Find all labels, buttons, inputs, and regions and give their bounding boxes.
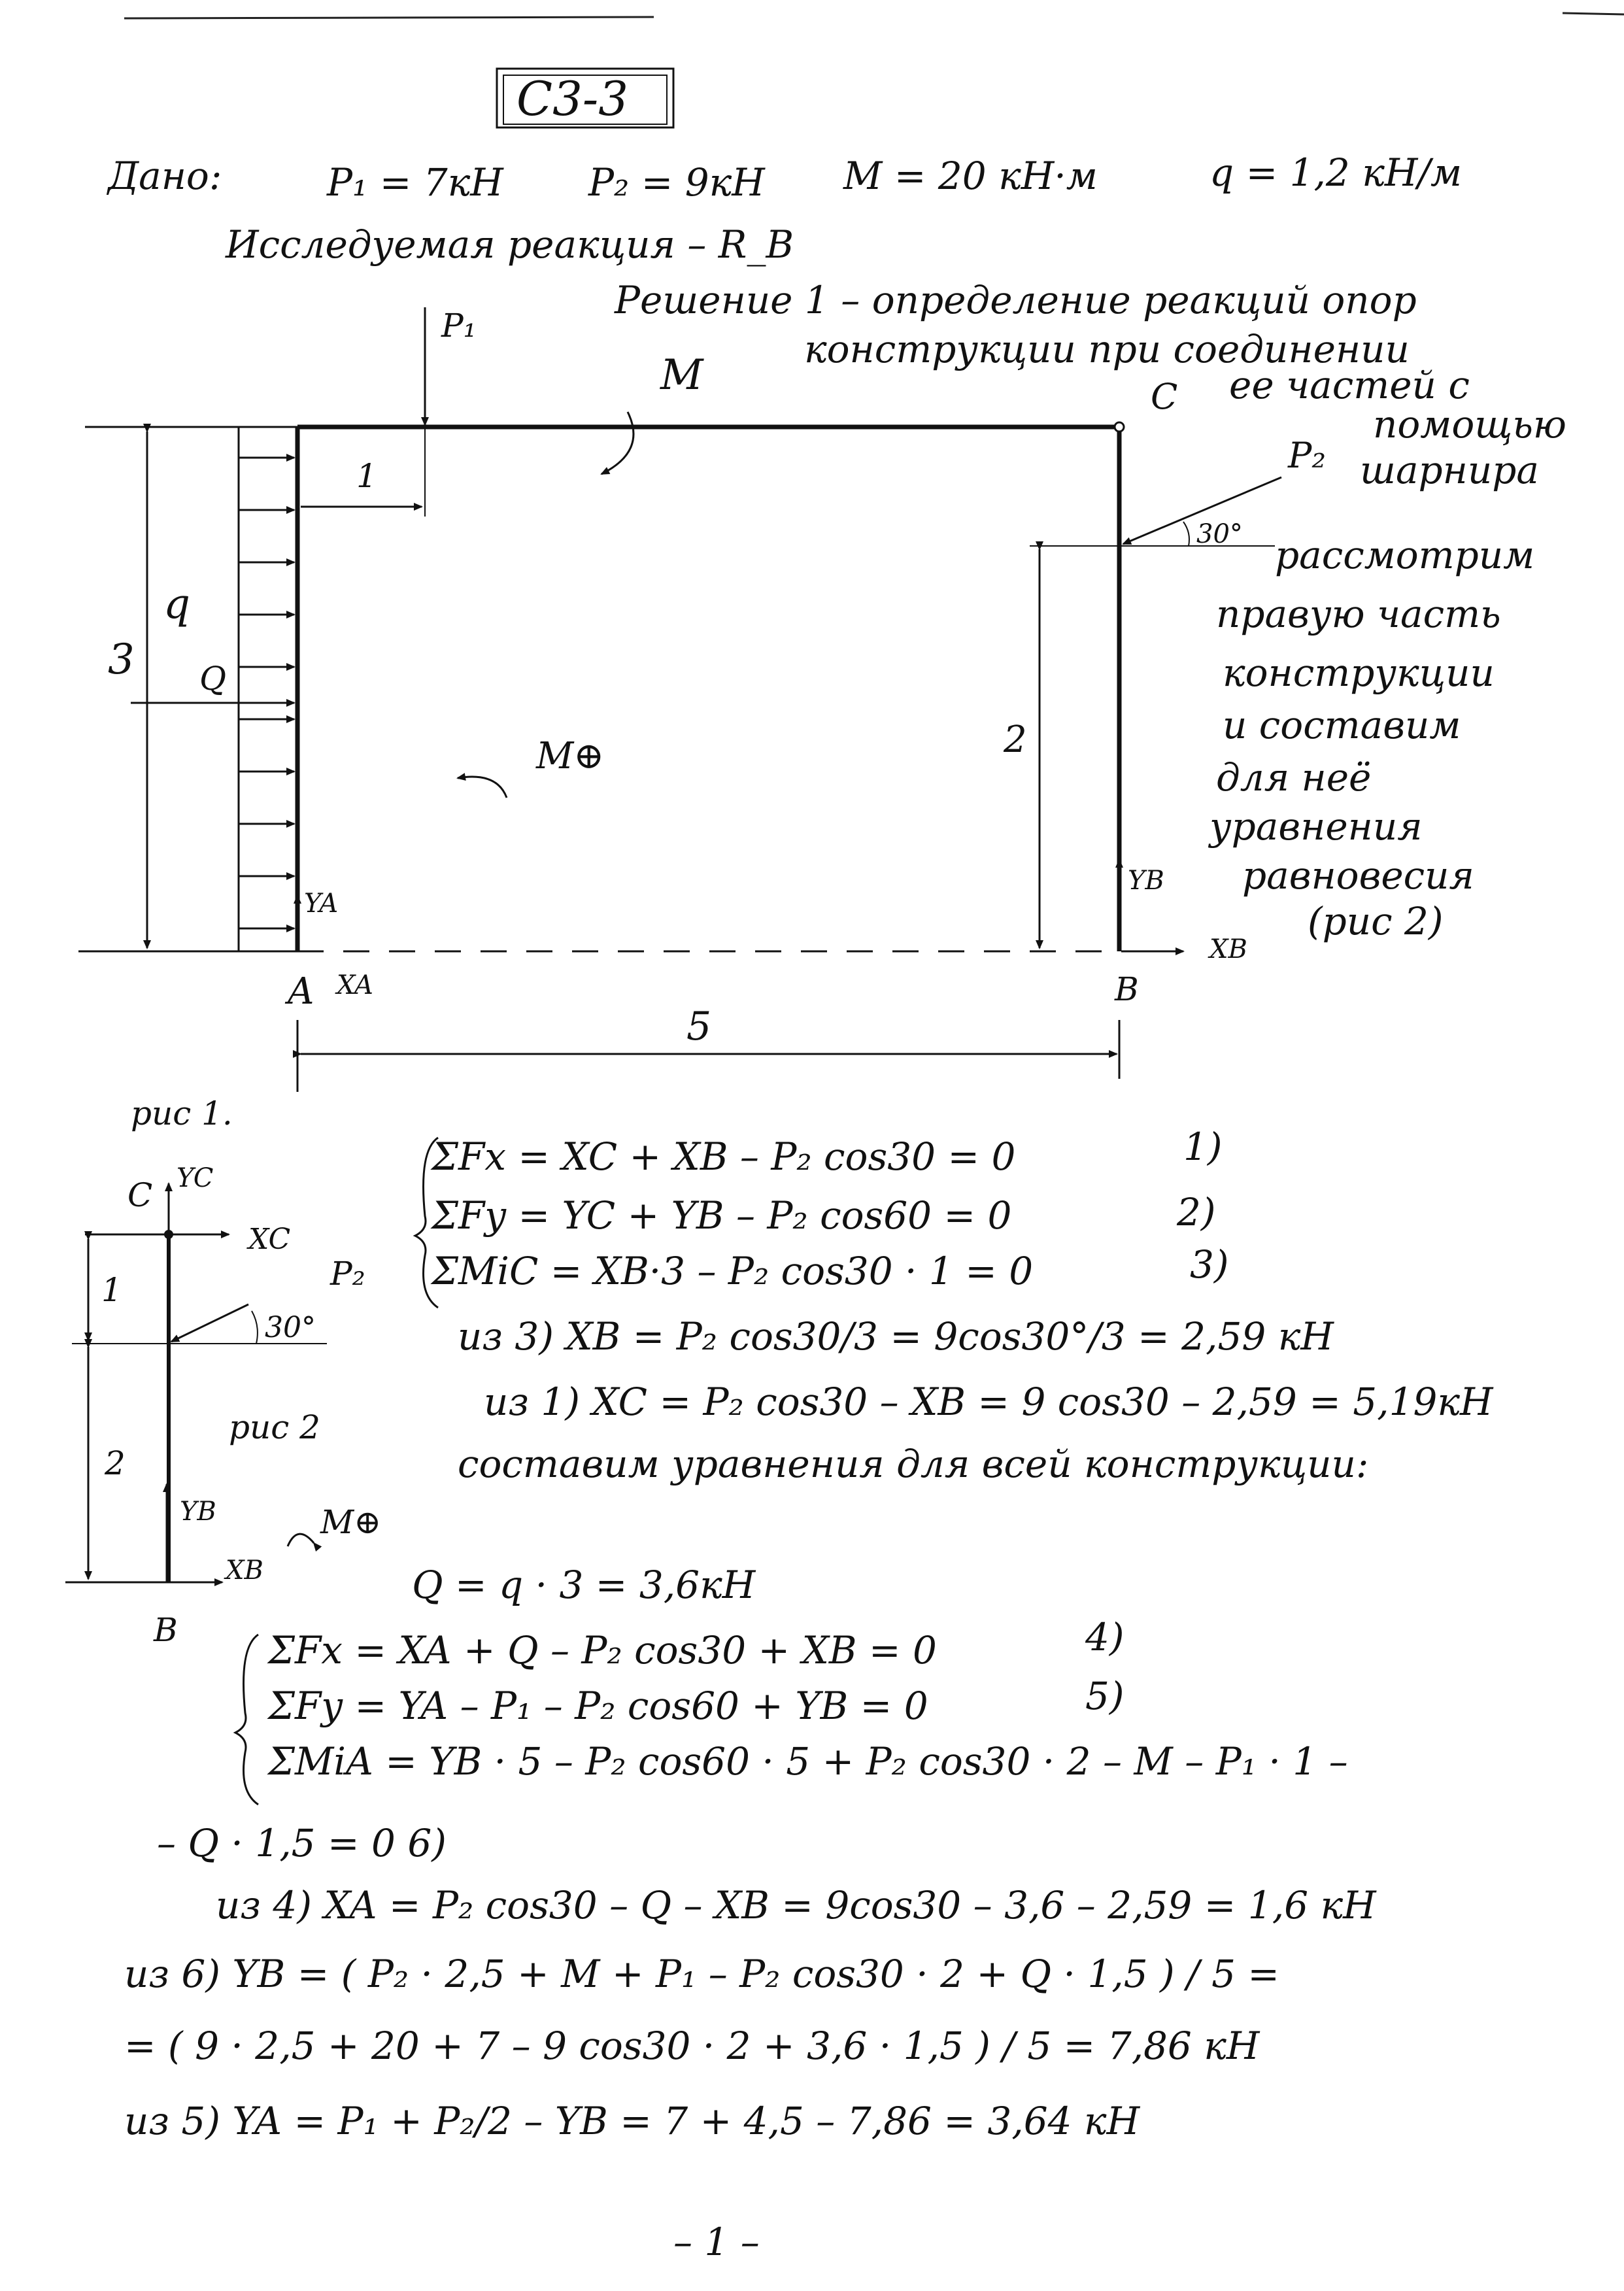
equation-6-continued: – Q · 1,5 = 0 6) — [157, 1821, 447, 1865]
solution-note-line4: помощью — [1373, 402, 1566, 447]
label-p2: P₂ — [1288, 435, 1326, 476]
fig2-label-b: B — [154, 1611, 178, 1649]
solution-note-line3: ее частей с — [1229, 363, 1470, 407]
consider-note-5: уравнения — [1210, 804, 1423, 849]
label-ya: YA — [304, 889, 339, 919]
label-dim1: 1 — [356, 457, 377, 495]
yb-from-6-line2: = ( 9 · 2,5 + 20 + 7 – 9 cos30 · 2 + 3,6 · 1,5 ) / 5 = 7,86 кН — [124, 2024, 1260, 2068]
consider-note-3: и составим — [1223, 703, 1461, 747]
fig2-label-mplus: M⊕ — [320, 1503, 382, 1541]
label-a: A — [288, 970, 314, 1013]
consider-note-4: для неё — [1216, 755, 1372, 800]
fig2-label-xc: XC — [248, 1223, 291, 1256]
label-angle: 30° — [1196, 519, 1243, 549]
equation-6: ΣMiA = YB · 5 – P₂ cos60 · 5 + P₂ cos30 · 2 – M – P₁ · 1 – — [268, 1739, 1348, 1784]
label-q: q — [163, 580, 190, 628]
fig2-label-angle: 30° — [265, 1311, 316, 1344]
fig2-label-yc: YC — [177, 1163, 214, 1193]
label-b: B — [1115, 970, 1139, 1008]
q-calculation: Q = q · 3 = 3,6кН — [412, 1563, 756, 1607]
fig2-label-dim2: 2 — [105, 1444, 126, 1482]
consider-note-7: (рис 2) — [1308, 899, 1444, 943]
xa-from-4: из 4) XA = P₂ cos30 – Q – XB = 9cos30 – 3,6 – 2,59 = 1,6 кН — [216, 1883, 1376, 1927]
solution-note-line1: Решение 1 – определение реакций опор — [615, 278, 1417, 322]
fig2-label-yb: YB — [180, 1497, 216, 1527]
equation-5: ΣFy = YA – P₁ – P₂ cos60 + YB = 0 — [268, 1684, 928, 1728]
label-Q: Q — [199, 660, 226, 698]
label-yb: YB — [1128, 866, 1164, 896]
equation-1: ΣFx = XC + XB – P₂ cos30 = 0 — [431, 1134, 1016, 1179]
given-p1: P₁ = 7кН — [327, 160, 503, 205]
frame — [297, 422, 1124, 951]
label-c: C — [1151, 376, 1178, 417]
equation-4: ΣFx = XA + Q – P₂ cos30 + XB = 0 — [268, 1628, 937, 1672]
given-p2: P₂ = 9кН — [588, 160, 765, 205]
label-xa: XA — [337, 970, 373, 1000]
yb-from-6-line1: из 6) YB = ( P₂ · 2,5 + M + P₁ – P₂ cos30 · 2 + Q · 1,5 ) / 5 = — [124, 1952, 1280, 1996]
equation-5-number: 5) — [1085, 1674, 1125, 1718]
solution-note-line2: конструкции при соединении — [804, 327, 1410, 371]
label-dim3: 3 — [108, 636, 135, 684]
equation-3: ΣMiC = XB·3 – P₂ cos30 · 1 = 0 — [431, 1249, 1034, 1293]
xc-from-1: из 1) XC = P₂ cos30 – XB = 9 cos30 – 2,59 = 5,19кН — [484, 1380, 1493, 1424]
label-xb: XB — [1210, 934, 1247, 964]
given-m: M = 20 кН·м — [843, 154, 1098, 198]
ya-from-5: из 5) YA = P₁ + P₂/2 – YB = 7 + 4,5 – 7,86 = 3,64 кН — [124, 2099, 1140, 2143]
system-brace-2 — [226, 1621, 265, 1818]
consider-note-1: правую часть — [1216, 592, 1501, 636]
label-m-top: M — [660, 351, 703, 399]
figure-1 — [0, 0, 1624, 1144]
fig2-caption: рис 2 — [229, 1408, 320, 1446]
dimension-3 — [78, 427, 297, 951]
fig2-label-c: C — [127, 1176, 153, 1214]
consider-note-0: рассмотрим — [1275, 533, 1535, 577]
sought-reaction: Исследуемая реакция – R_B — [226, 222, 794, 267]
equation-3-number: 3) — [1190, 1242, 1229, 1287]
equation-2: ΣFy = YC + YB – P₂ cos60 = 0 — [431, 1193, 1012, 1238]
fig2-label-dim1: 1 — [101, 1271, 122, 1309]
xb-from-3: из 3) XB = P₂ cos30/3 = 9cos30°/3 = 2,59 кН — [458, 1314, 1334, 1359]
equation-4-number: 4) — [1085, 1615, 1125, 1659]
fig2-label-xb: XB — [226, 1555, 263, 1586]
fig2-label-p2: P₂ — [330, 1255, 365, 1293]
page-number: – 1 – — [673, 2220, 760, 2264]
moment-arrow-center — [458, 777, 507, 798]
whole-structure-note: составим уравнения для всей конструкции: — [458, 1442, 1369, 1486]
given-label: Дано: — [108, 154, 222, 198]
label-dim5: 5 — [686, 1004, 712, 1049]
consider-note-2: конструкции — [1223, 651, 1495, 695]
consider-note-6: равновесия — [1242, 853, 1474, 898]
label-mplus: M⊕ — [536, 735, 605, 777]
figure-1-caption: рис 1. — [131, 1095, 233, 1132]
label-p1: P₁ — [441, 307, 477, 345]
equation-1-number: 1) — [1183, 1125, 1223, 1169]
solution-note-line5: шарнира — [1360, 448, 1539, 492]
page-title: С3-3 — [516, 71, 629, 126]
label-dim2: 2 — [1004, 719, 1027, 761]
force-p2 — [0, 0, 1281, 546]
moment-arrow-top — [601, 412, 634, 474]
figure-2 — [0, 1144, 405, 1667]
equation-2-number: 2) — [1177, 1190, 1216, 1234]
given-q: q = 1,2 кН/м — [1210, 150, 1463, 195]
